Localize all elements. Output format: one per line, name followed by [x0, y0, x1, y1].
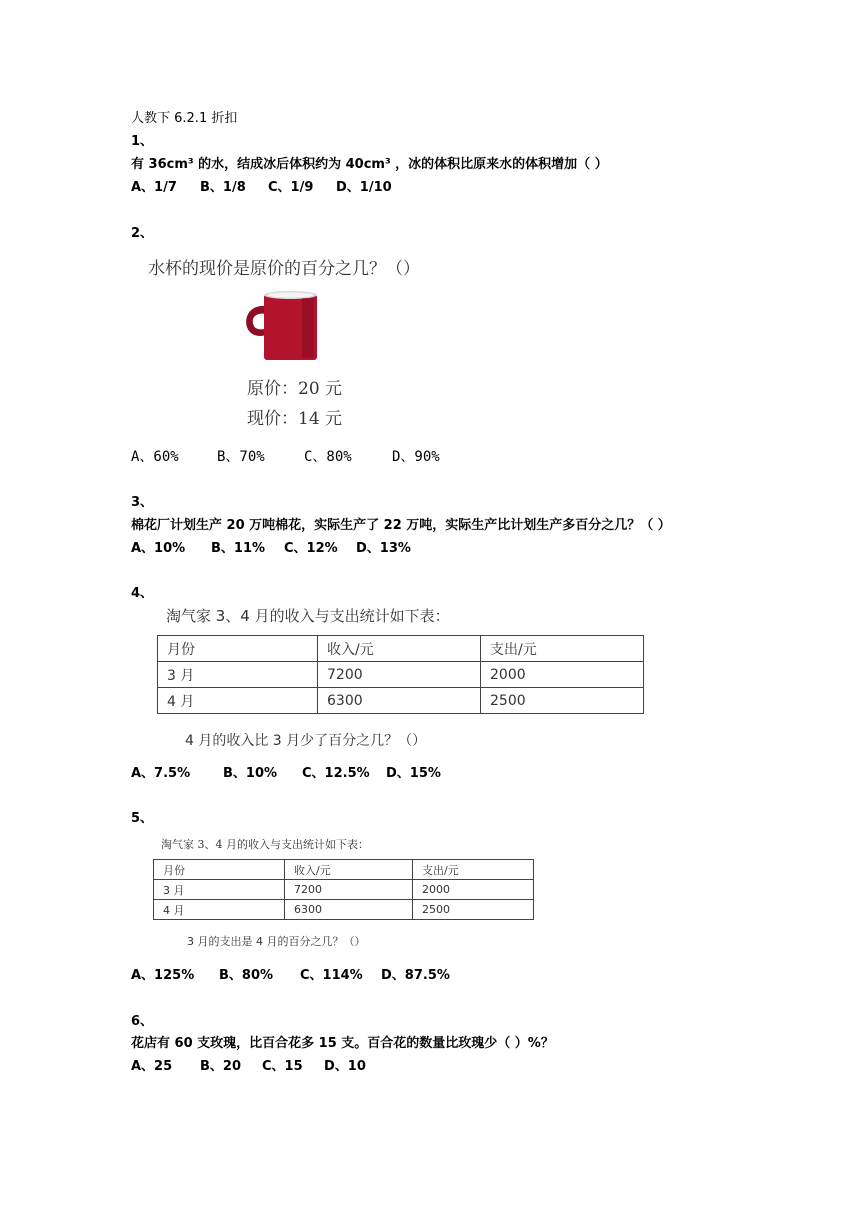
option-b: B、80%	[219, 968, 274, 983]
question-4-number: 4、	[131, 586, 154, 601]
document-title: 人教下 6.2.1 折扣	[131, 111, 238, 126]
option-b: B、20	[200, 1059, 241, 1074]
question-2-number: 2、	[131, 226, 154, 241]
question-5-options	[131, 964, 450, 983]
question-4-subtitle: 淘气家 3、4 月的收入与支出统计如下表：	[166, 607, 450, 625]
option-a: A、1/7	[131, 180, 177, 195]
option-c: C、12.5%	[302, 766, 370, 781]
option-d: D、10	[324, 1059, 366, 1074]
table-cell: 7200	[285, 880, 413, 900]
table-row	[154, 880, 534, 900]
table-cell: 2000	[481, 662, 644, 688]
option-d: D、90%	[392, 449, 440, 465]
question-1-number: 1、	[131, 134, 154, 149]
table-header: 收入/元	[318, 636, 481, 662]
table-cell: 6300	[318, 688, 481, 714]
table-cell: 4 月	[158, 688, 318, 714]
table-header: 收入/元	[285, 860, 413, 880]
option-a: A、7.5%	[131, 766, 191, 781]
option-a: A、125%	[131, 968, 195, 983]
table-header: 月份	[154, 860, 285, 880]
option-b: B、1/8	[200, 180, 246, 195]
option-a: A、60%	[131, 449, 179, 465]
question-3-text: 棉花厂计划生产 20 万吨棉花，实际生产了 22 万吨，实际生产比计划生产多百分之几？（ ）	[131, 518, 671, 533]
question-3-number: 3、	[131, 495, 154, 510]
table-cell: 7200	[318, 662, 481, 688]
option-a: A、25	[131, 1059, 173, 1074]
table-cell: 3 月	[158, 662, 318, 688]
question-2-options	[131, 446, 440, 466]
table-header: 支出/元	[481, 636, 644, 662]
question-3-options	[131, 537, 411, 556]
question-4-question: 4 月的收入比 3 月少了百分之几？（）	[185, 733, 427, 749]
question-4-options	[131, 762, 441, 781]
question-5-subtitle: 淘气家 3、4 月的收入与支出统计如下表：	[161, 838, 369, 851]
option-c: C、12%	[284, 541, 338, 556]
table-header: 支出/元	[413, 860, 534, 880]
option-c: C、114%	[300, 968, 363, 983]
table-cell: 6300	[285, 900, 413, 920]
option-c: C、15	[262, 1059, 303, 1074]
option-b: B、70%	[217, 449, 265, 465]
current-price: 现价：14 元	[247, 409, 343, 429]
table-row	[158, 662, 644, 688]
option-d: D、13%	[356, 541, 411, 556]
question-4-table	[157, 635, 644, 714]
question-6-options	[131, 1055, 366, 1074]
table-row	[158, 688, 644, 714]
question-5-question: 3 月的支出是 4 月的百分之几？（）	[187, 935, 366, 948]
question-5-number: 5、	[131, 811, 154, 826]
table-header-row	[158, 636, 644, 662]
option-b: B、11%	[211, 541, 266, 556]
option-d: D、87.5%	[381, 968, 450, 983]
question-6-number: 6、	[131, 1014, 154, 1029]
option-c: C、1/9	[268, 180, 314, 195]
table-header: 月份	[158, 636, 318, 662]
option-d: D、15%	[386, 766, 441, 781]
mug-image	[240, 288, 320, 364]
table-cell: 3 月	[154, 880, 285, 900]
option-b: B、10%	[223, 766, 278, 781]
table-cell: 2500	[481, 688, 644, 714]
table-row	[154, 900, 534, 920]
question-6-text: 花店有 60 支玫瑰，比百合花多 15 支。百合花的数量比玫瑰少（ ）%？	[131, 1036, 554, 1051]
question-1-options	[131, 176, 392, 195]
question-2-title: 水杯的现价是原价的百分之几？（）	[148, 259, 420, 279]
table-header-row	[154, 860, 534, 880]
table-cell: 2000	[413, 880, 534, 900]
table-cell: 2500	[413, 900, 534, 920]
question-5-table	[153, 859, 534, 920]
table-cell: 4 月	[154, 900, 285, 920]
option-c: C、80%	[304, 449, 352, 465]
original-price: 原价：20 元	[247, 379, 343, 399]
option-a: A、10%	[131, 541, 186, 556]
question-1-text: 有 36cm³ 的水，结成冰后体积约为 40cm³ ，冰的体积比原来水的体积增加（ ）	[131, 157, 608, 172]
option-d: D、1/10	[336, 180, 392, 195]
